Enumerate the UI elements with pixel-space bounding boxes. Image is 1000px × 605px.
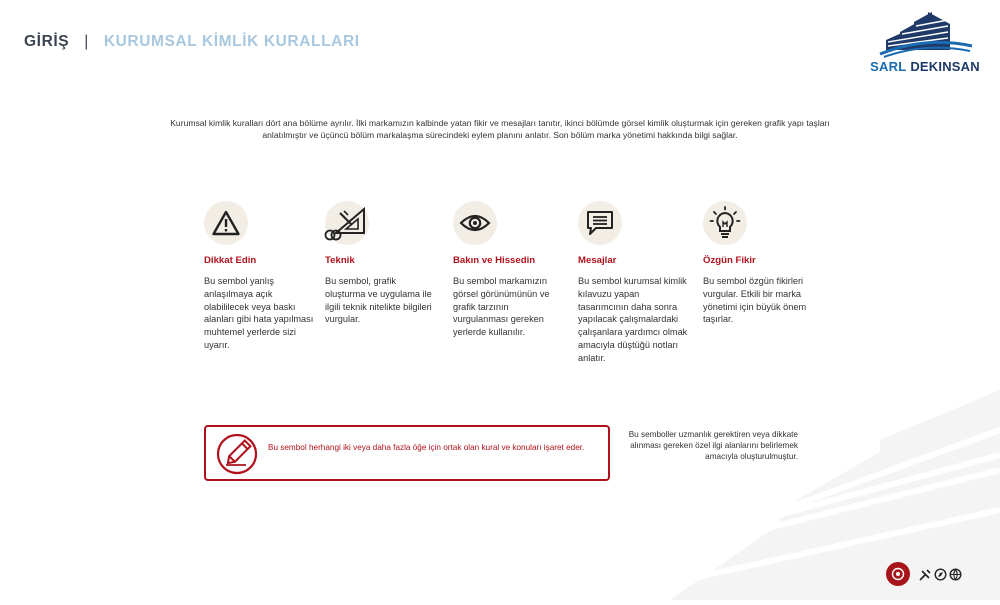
symbol-description: Bu sembol yanlış anlaşılmaya açık olabililecek veya baskı alanları gibi hata yapılması muhtemel yerlerde sizi uyarır.	[204, 276, 314, 350]
symbol-card	[325, 201, 435, 326]
side-note: Bu semboller uzmanlık gerektiren veya dikkate alınması gereken özel ilgi alanlarını belirlemek amacıyla oluşturulmuştur.	[628, 430, 798, 461]
page-title: KURUMSAL KİMLİK KURALLARI	[103, 33, 360, 50]
common-rule-note	[204, 425, 610, 481]
symbol-description: Bu sembol markamızın görsel görünümünün ve grafik tarzının vurgulanması gereken yerlerde kullanılır.	[453, 276, 550, 338]
symbol-title: Teknik	[325, 255, 355, 266]
icon-badge	[578, 201, 622, 245]
logo-word-2: DEKINSAN	[910, 59, 980, 74]
lightbulb-icon	[709, 206, 741, 240]
symbol-title: Bakın ve Hissedin	[453, 255, 536, 266]
symbol-card	[453, 201, 563, 339]
symbol-description: Bu sembol özgün fikirleri vurgular. Etkili bir marka yönetimi için büyük önem taşırlar.	[703, 276, 807, 325]
symbol-title: Dikkat Edin	[204, 255, 257, 266]
icon-badge	[703, 201, 747, 245]
eye-icon	[459, 212, 491, 234]
intro-paragraph: Kurumsal kimlik kuralları dört ana bölüme ayrılır. İlki markamızın kalbinde yatan fikir ve mesajları tanıtır, ikinci bölümde görsel kimlik oluşturmak için gereken grafik yapı taşları anlatılmıştır ve üçüncü bölüm markalaşma sürecindeki eylem planını anlatır. Son bölüm marka yönetimi hakkında bilgi sağlar.	[170, 118, 830, 140]
target-icon	[891, 567, 905, 581]
symbol-card	[578, 201, 688, 365]
icon-badge	[325, 201, 369, 245]
section-label: GİRİŞ	[24, 33, 70, 50]
note-text: Bu sembol herhangi iki veya daha fazla öğe için ortak olan kural ve konuları işaret eder.	[268, 443, 585, 452]
logo-word-1: SARL	[870, 59, 907, 74]
drafting-tools-icon	[322, 203, 370, 243]
page-header	[24, 33, 360, 51]
company-logo	[864, 10, 986, 76]
compass-icon	[934, 568, 947, 581]
symbol-card	[703, 201, 813, 326]
buildings-logo-icon	[878, 10, 974, 58]
header-separator: |	[84, 33, 89, 50]
icon-badge	[453, 201, 497, 245]
symbol-description: Bu sembol kurumsal kimlik kılavuzu yapan tasarımcının daha sonra yapılacak çalışmalardaki çalışanlara yardımcı olmak amacıyla düştüğü notları anlatır.	[578, 276, 688, 363]
pencil-icon	[216, 433, 258, 475]
tools-icon	[919, 568, 932, 581]
symbol-title: Özgün Fikir	[703, 255, 756, 266]
symbol-card	[204, 201, 314, 352]
warning-triangle-icon	[211, 209, 241, 237]
globe-icon	[949, 568, 962, 581]
icon-badge	[204, 201, 248, 245]
background-watermark	[640, 360, 1000, 600]
message-bubble-icon	[585, 209, 615, 237]
symbol-description: Bu sembol, grafik oluşturma ve uygulama ile ilgili teknik nitelikte bilgileri vurgular.	[325, 276, 432, 325]
footer-logo-badge	[886, 562, 910, 586]
symbol-title: Mesajlar	[578, 255, 617, 266]
footer-icons	[919, 567, 962, 581]
